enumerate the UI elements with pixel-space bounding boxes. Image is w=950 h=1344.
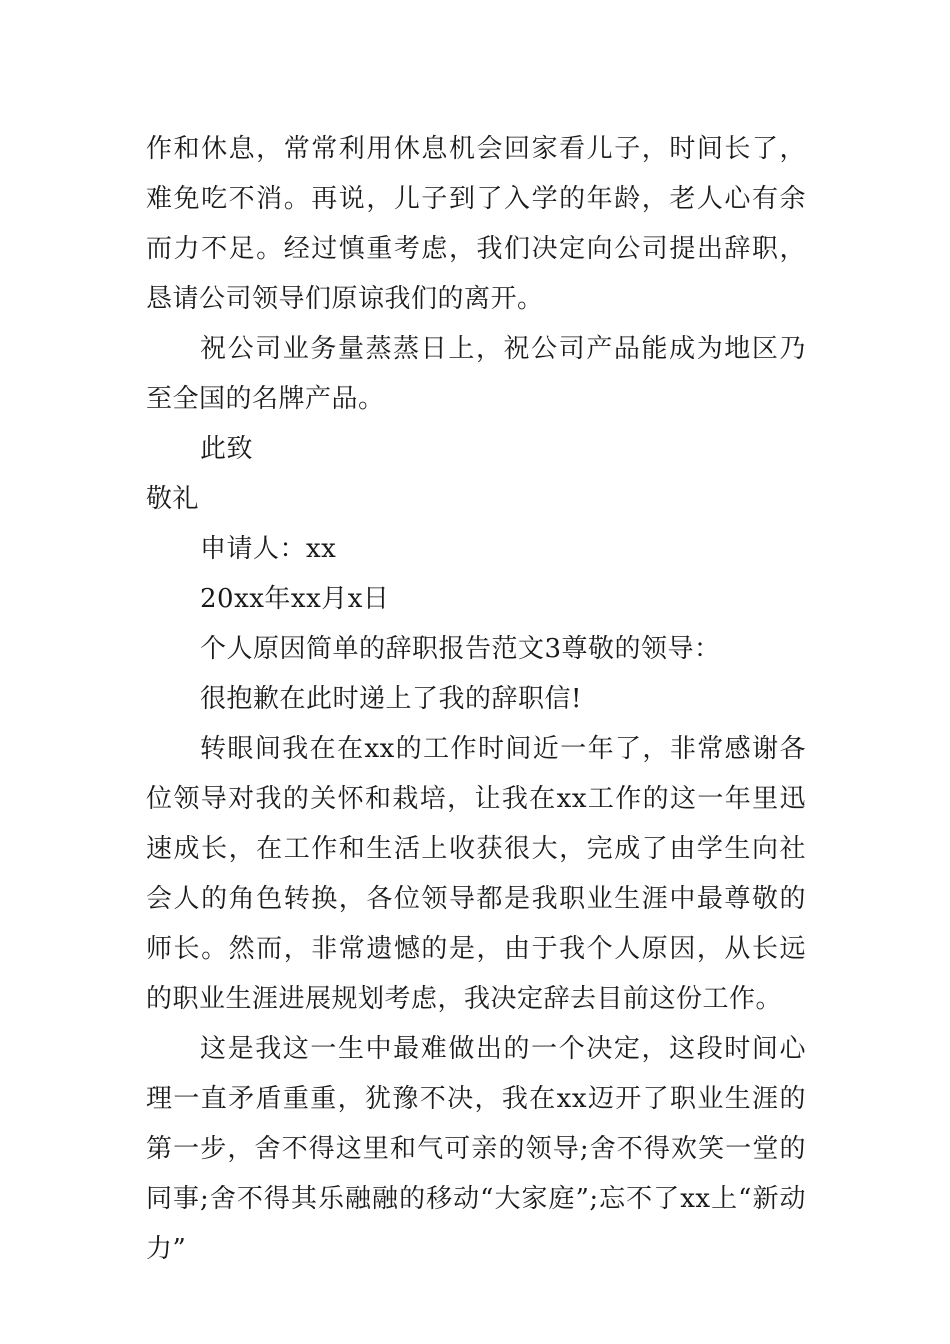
applicant-line: 申请人：xx <box>200 534 337 564</box>
closing-salutation: 此致 <box>200 434 254 464</box>
letter-body <box>146 124 806 1274</box>
date-line: 20xx年xx月x日 <box>200 584 390 614</box>
paragraph-continuation: 作和休息，常常利用休息机会回家看儿子，时间长了，难免吃不消。再说，儿子到了入学的年龄，老人心有余而力不足。经过慎重考虑，我们决定向公司提出辞职，恳请公司领导们原谅我们的离开。 <box>146 134 806 314</box>
paragraph-apology: 很抱歉在此时递上了我的辞职信! <box>200 684 582 714</box>
paragraph-wishes: 祝公司业务量蒸蒸日上，祝公司产品能成为地区乃至全国的名牌产品。 <box>146 334 806 414</box>
paragraph-gratitude: 转眼间我在在xx的工作时间近一年了，非常感谢各位领导对我的关怀和栽培，让我在xx工作的这一年里迅速成长，在工作和生活上收获很大，完成了由学生向社会人的角色转换，各位领导都是我职业生涯中最尊敬的师长。然而，非常遗憾的是，由于我个人原因，从长远的职业生涯进展规划考虑，我决定辞去目前这份工作。 <box>146 734 806 1014</box>
closing-respect: 敬礼 <box>146 484 200 514</box>
section-heading: 个人原因简单的辞职报告范文3尊敬的领导： <box>200 634 721 664</box>
paragraph-decision: 这是我这一生中最难做出的一个决定，这段时间心理一直矛盾重重，犹豫不决，我在xx迈开了职业生涯的第一步，舍不得这里和气可亲的领导;舍不得欢笑一堂的同事;舍不得其乐融融的移动“大家庭”;忘不了xx上“新动力” <box>146 1034 806 1264</box>
